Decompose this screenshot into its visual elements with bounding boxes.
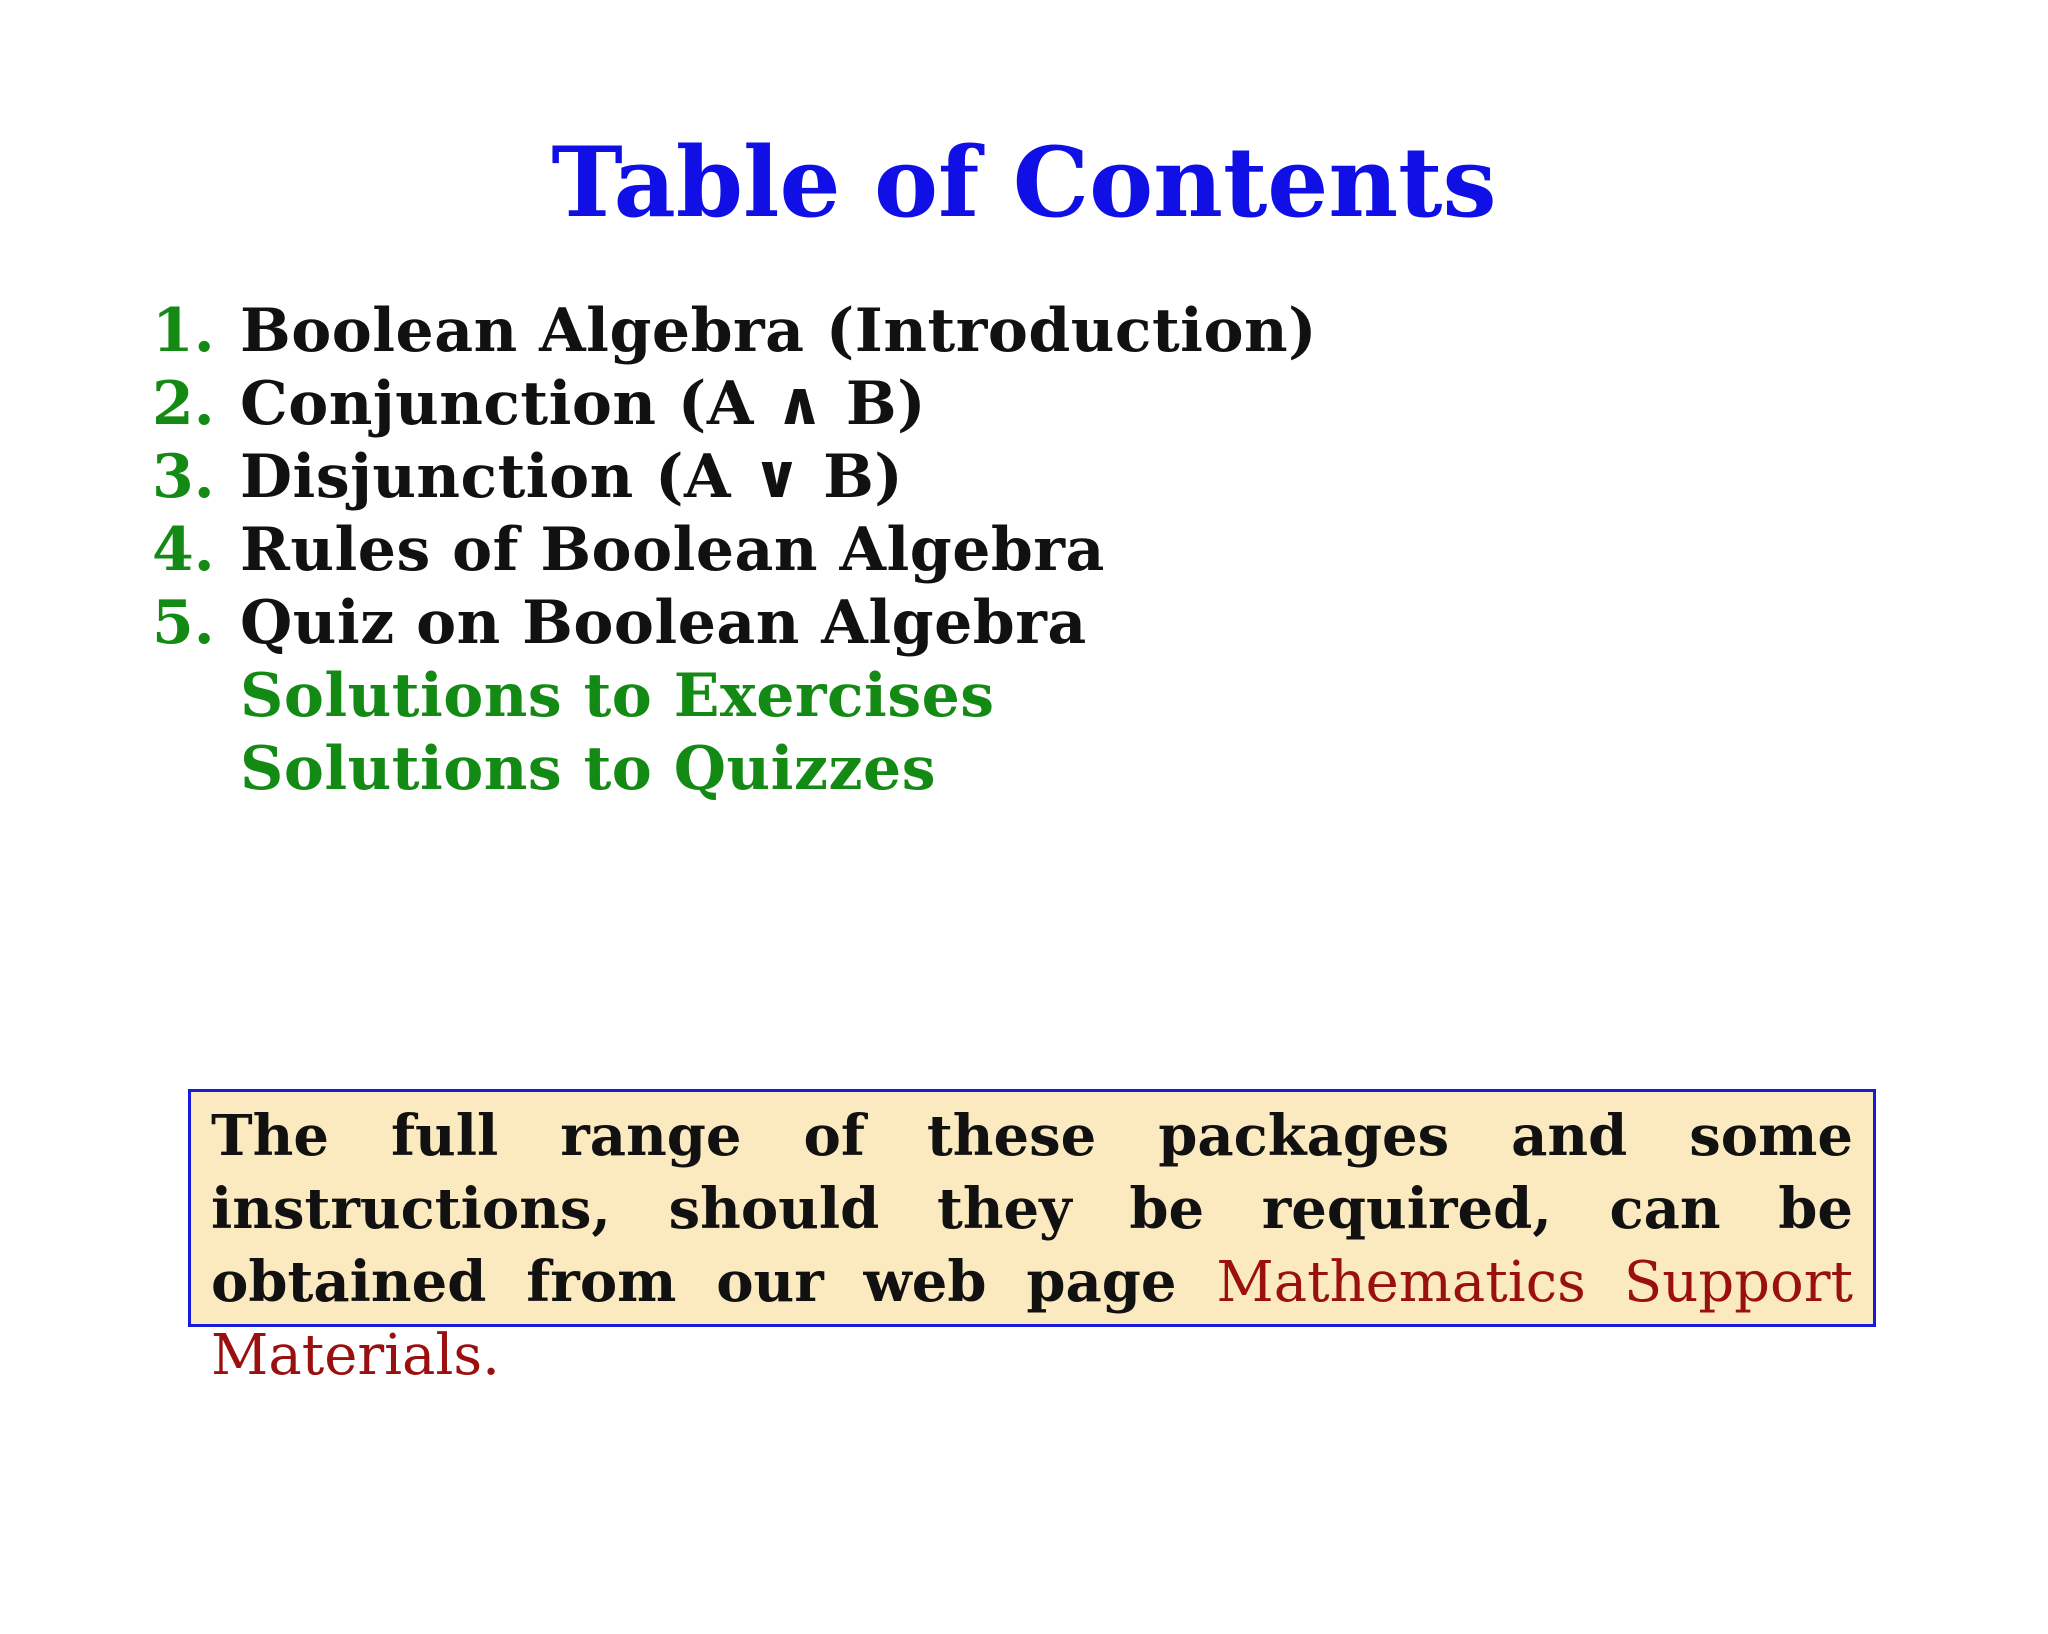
toc-item-rules-of-boolean-algebra[interactable] (152, 514, 1317, 587)
toc-item-link[interactable]: Rules of Boolean Algebra (240, 515, 1105, 585)
mathematics-support-materials-link[interactable]: Mathematics Support Materials. (211, 1250, 1854, 1388)
info-box (188, 1089, 1876, 1388)
toc-item-conjunction[interactable] (152, 368, 1317, 441)
toc-item-link[interactable]: Solutions to Exercises (240, 661, 995, 731)
toc-item-number: 1. (152, 296, 215, 366)
toc-item-link[interactable]: Disjunction (A ∨ B) (240, 442, 904, 512)
toc-item-solutions-to-quizzes[interactable] (152, 733, 1317, 806)
table-of-contents (152, 295, 1317, 806)
toc-item-boolean-algebra-introduction[interactable] (152, 295, 1317, 368)
toc-item-number: 5. (152, 588, 215, 658)
toc-item-link[interactable]: Quiz on Boolean Algebra (240, 588, 1087, 658)
toc-item-link[interactable]: Boolean Algebra (Introduction) (240, 296, 1317, 366)
toc-item-disjunction[interactable] (152, 441, 1317, 514)
toc-item-number: 3. (152, 442, 215, 512)
toc-item-quiz-on-boolean-algebra[interactable] (152, 587, 1317, 660)
page-title: Table of Contents (551, 126, 1497, 239)
toc-item-link[interactable]: Conjunction (A ∧ B) (240, 369, 926, 439)
toc-item-number: 2. (152, 369, 215, 439)
info-box-text: The full range of these packages and some instructions, should they be required, can be obtained from our web page (211, 1103, 1853, 1315)
toc-item-link[interactable]: Solutions to Quizzes (240, 734, 936, 804)
toc-item-solutions-to-exercises[interactable] (152, 660, 1317, 733)
toc-item-number: 4. (152, 515, 215, 585)
